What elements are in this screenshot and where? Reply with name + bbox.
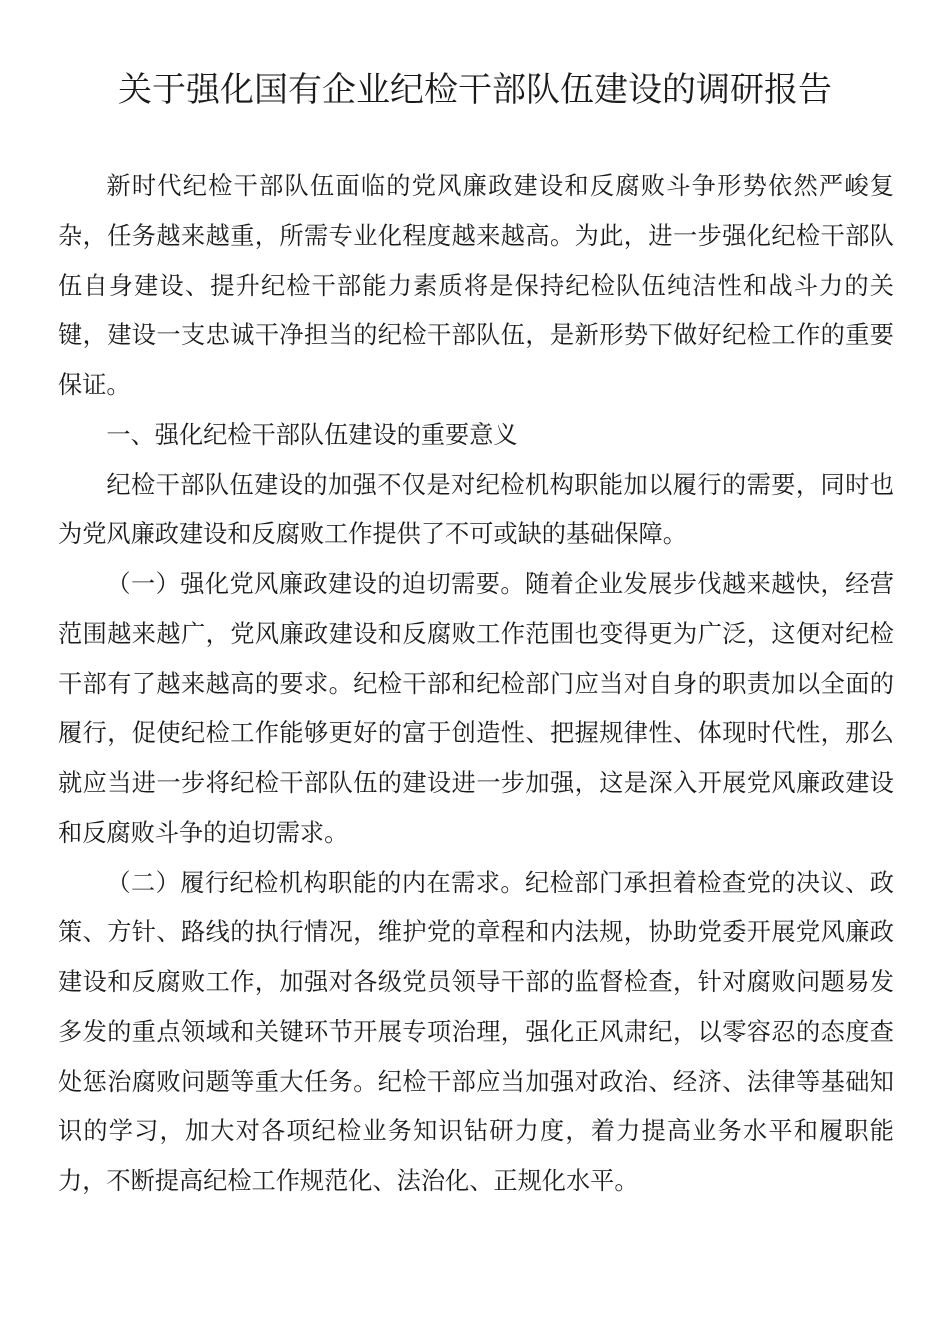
document-title: 关于强化国有企业纪检干部队伍建设的调研报告 <box>118 70 832 110</box>
intro-paragraph: 新时代纪检干部队伍面临的党风廉政建设和反腐败斗争形势依然严峻复杂，任务越来越重，所需专业化程度越来越高。为此，进一步强化纪检干部队伍自身建设、提升纪检干部能力素质将是保持纪检队伍纯洁性和战斗力的关键，建设一支忠诚干净担当的纪检干部队伍，是新形势下做好纪检工作的重要保证。 <box>58 172 894 399</box>
section-1-intro-paragraph: 纪检干部队伍建设的加强不仅是对纪检机构职能加以履行的需要，同时也为党风廉政建设和反腐败工作提供了不可或缺的基础保障。 <box>58 470 894 549</box>
section-1-heading: 一、强化纪检干部队伍建设的重要意义 <box>106 420 518 449</box>
point-2-paragraph: （二）履行纪检机构职能的内在需求。纪检部门承担着检查党的决议、政策、方针、路线的执行情况，维护党的章程和内法规，协助党委开展党风廉政建设和反腐败工作，加强对各级党员领导干部的监督检查，针对腐败问题易发多发的重点领域和关键环节开展专项治理，强化正风肃纪，以零容忍的态度查处惩治腐败问题等重大任务。纪检干部应当加强对政治、经济、法律等基础知识的学习，加大对各项纪检业务知识钻研力度，着力提高业务水平和履职能力，不断提高纪检工作规范化、法治化、正规化水平。 <box>58 868 894 1195</box>
document-body <box>58 162 894 1207</box>
point-1-paragraph: （一）强化党风廉政建设的迫切需要。随着企业发展步伐越来越快，经营范围越来越广，党风廉政建设和反腐败工作范围也变得更为广泛，这便对纪检干部有了越来越高的要求。纪检干部和纪检部门应当对自身的职责加以全面的履行，促使纪检工作能够更好的富于创造性、把握规律性、体现时代性，那么就应当进一步将纪检干部队伍的建设进一步加强，这是深入开展党风廉政建设和反腐败斗争的迫切需求。 <box>58 570 894 847</box>
